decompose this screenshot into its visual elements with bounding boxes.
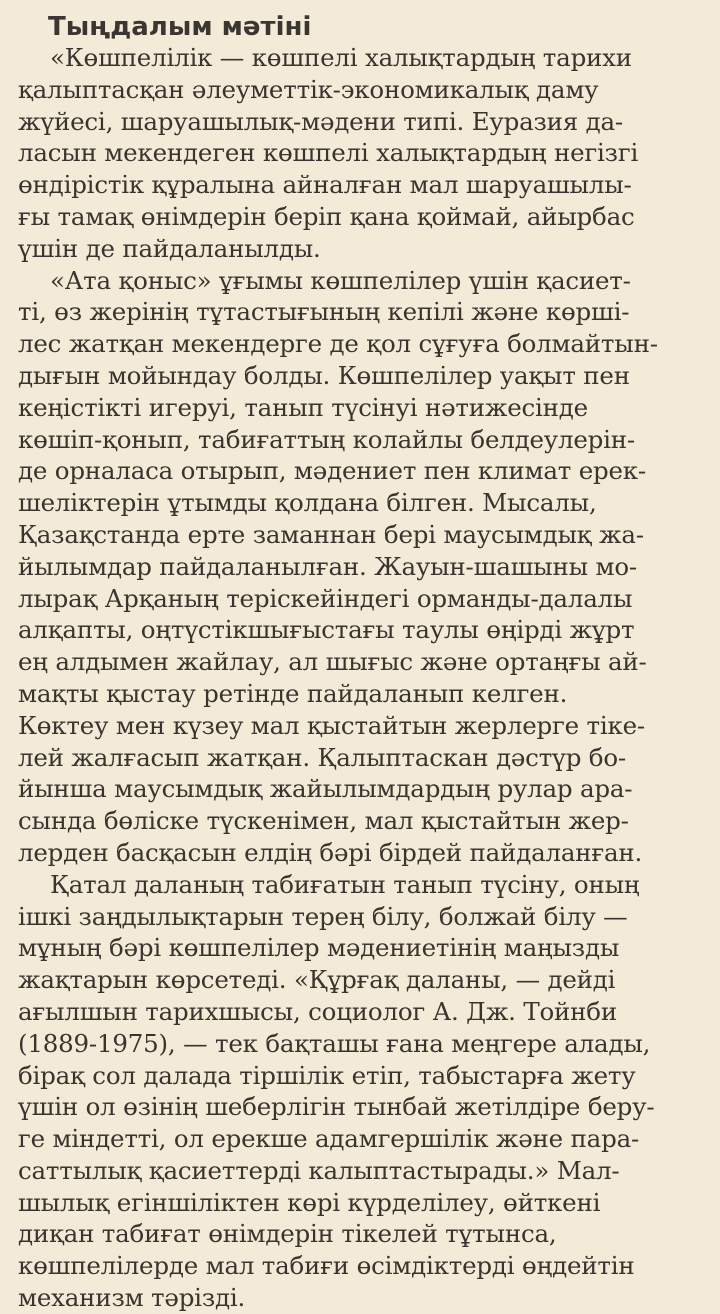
text-line: диқан табиғат өнімдерін тікелей тұтынса, [18, 1219, 557, 1249]
text-line: лес жатқан мекендерге де қол сұғуға болмайтын- [18, 329, 658, 359]
text-line: лырақ Арқаның терiскейіндегі орманды-далалы [18, 583, 633, 613]
text-line: (1889-1975), — тек бақташы ғана меңгере алады, [18, 1028, 651, 1058]
text-line: Қазақстанда ерте заманнан бері маусымдық жа- [18, 519, 644, 549]
text-line: саттылық қасиеттерді калыптастырады.» Мал- [18, 1155, 620, 1185]
text-line: мұның бәрі көшпелілер мәдениетінің маңызды [18, 933, 620, 963]
text-line: сында бөліске түскенімен, мал қыстайтын жер- [18, 806, 629, 836]
text-line: жүйесі, шаруашылық-мәдени типі. Еуразия да- [18, 106, 624, 136]
text-line: лерден басқасын елдің бәрі бірдей пайдаланған. [18, 837, 643, 867]
text-line: алқапты, оңтүстікшығыстағы таулы өңірді жұрт [18, 615, 635, 645]
text-line: мақты қыстау ретінде пайдаланып келген. [18, 678, 568, 708]
text-line: үшін де пайдаланылды. [18, 233, 321, 263]
text-line: жақтарын көрсетеді. «Құрғақ даланы, — дейді [18, 965, 616, 995]
paragraph [18, 42, 698, 265]
text-line: Көктеу мен күзеу мал қыстайтын жерлерге тіке- [18, 710, 645, 740]
text-line: ге міндетті, ол ерекше адамгершілік және пара- [18, 1124, 640, 1154]
text-line: кеңістікті игеруі, танып түсінуі нәтижесінде [18, 392, 588, 422]
text-line: ғы тамақ өнімдерін беріп қана қоймай, айырбас [18, 201, 635, 231]
text-line: өндірістік құралына айналған мал шаруашылы- [18, 170, 632, 200]
text-line: ең алдымен жайлау, ал шығыс және ортаңғы ай- [18, 647, 647, 677]
text-line: үшін ол өзінің шеберлігін тынбай жетілдіре беру- [18, 1092, 655, 1122]
text-line: шеліктерін ұтымды қолдана білген. Мысалы, [18, 488, 597, 518]
text-line: йынша маусымдық жайылымдардың рулар ара- [18, 774, 633, 804]
paragraph [18, 265, 698, 869]
text-line: «Ата қоныс» ұғымы көшпелілер үшін қасиет- [50, 265, 631, 295]
page-title: Тыңдалым мәтіні [48, 12, 312, 42]
text-line: көшіп-қонып, табиғаттың колайлы белдеулерін- [18, 424, 636, 454]
paragraph [18, 869, 698, 1314]
text-line: қалыптасқан әлеуметтік-экономикалық даму [18, 74, 599, 104]
text-line: механизм тәрізді. [18, 1283, 246, 1313]
text-line: бірақ сол далада тіршілік етіп, табыстарға жету [18, 1060, 636, 1090]
text-line: Қатал даланың табиғатын танып түсіну, оның [50, 869, 640, 899]
text-line: лей жалғасып жатқан. Қалыптаскан дәстүр бо- [18, 742, 626, 772]
text-line: дығын мойындау болды. Көшпелілер уақыт пен [18, 360, 630, 390]
text-line: ласын мекендеген көшпелі халықтардың негізгі [18, 138, 639, 168]
text-line: ті, өз жерінің тұтастығының кепілі және көрші- [18, 297, 630, 327]
text-line: йылымдар пайдаланылған. Жауын-шашыны мо- [18, 551, 637, 581]
text-line: шылық егіншіліктен көрі күрделілеу, өйткені [18, 1187, 601, 1217]
document-body [18, 42, 698, 1314]
text-line: «Көшпелілік — көшпелі халықтардың тарихи [50, 43, 632, 72]
text-line: ағылшын тарихшысы, социолог А. Дж. Тойнби [18, 996, 617, 1026]
text-line: де орналаса отырып, мәдениет пен климат ерек- [18, 456, 646, 486]
text-line: ішкі заңдылықтарын терең білу, болжай білу — [18, 901, 628, 931]
text-line: көшпелілерде мал табиғи өсімдіктерді өңдейтін [18, 1251, 635, 1281]
